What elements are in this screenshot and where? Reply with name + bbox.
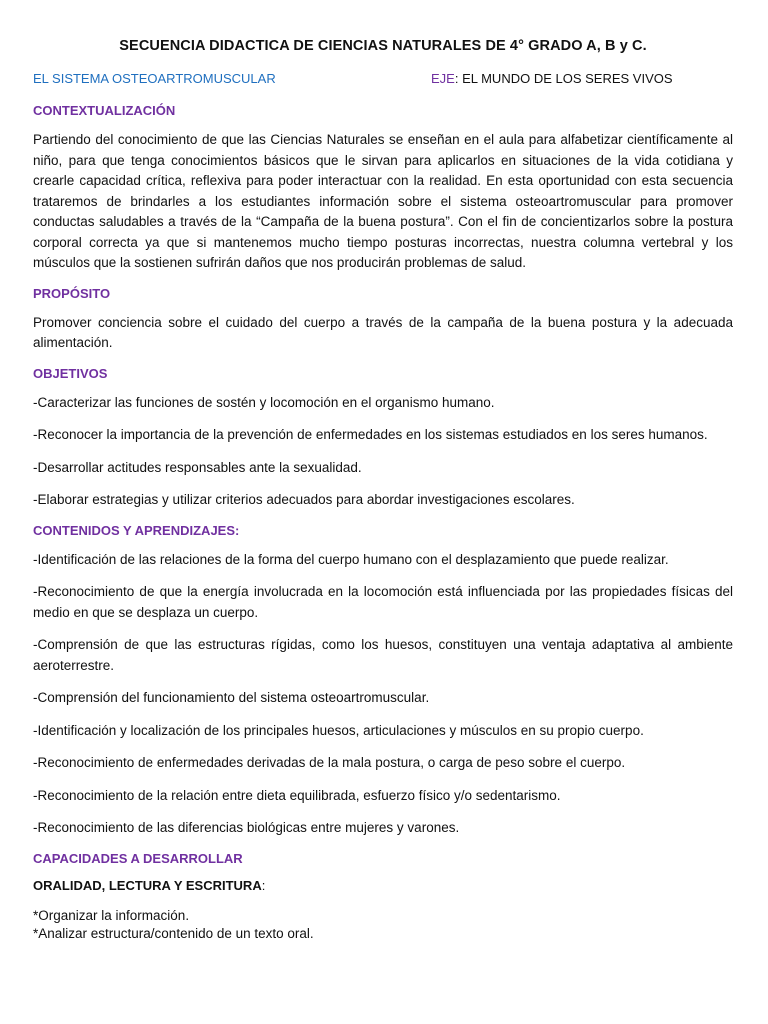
- topic-label: EL SISTEMA OSTEOARTROMUSCULAR: [33, 71, 276, 86]
- contextualizacion-text: Partiendo del conocimiento de que las Ciencias Naturales se enseñan en el aula para alfabetizar científicamente al niño, para que tenga conocimientos básicos que le sirvan para aplicarlos en situaciones de la vida cotidiana y crearle capacidad crítica, reflexiva para poder interactuar con la realidad. En esta oportunidad con esta secuencia trataremos de brindarles a los estudiantes información sobre el sistema osteoartromuscular para promover conductas saludables a través de la “Campaña de la buena postura”. Con el fin de concientizarlos sobre la postura corporal correcta ya que si mantenemos mucho tiempo posturas incorrectas, nuestra columna vertebral y los músculos que la sostienen sufrirán daños que nos producirán problemas de salud.: [33, 132, 733, 270]
- objetivo-item: -Desarrollar actitudes responsables ante la sexualidad.: [33, 459, 362, 475]
- contenidos-heading: CONTENIDOS Y APRENDIZAJES:: [33, 522, 240, 538]
- subheading-row: [33, 71, 733, 86]
- eje-label: EJE: [431, 71, 455, 86]
- capacidades-list: [33, 907, 733, 944]
- capacidades-subheading-text: ORALIDAD, LECTURA Y ESCRITURA: [33, 877, 262, 893]
- eje-line: [431, 71, 733, 86]
- contenido-item: -Reconocimiento de las diferencias biológicas entre mujeres y varones.: [33, 820, 460, 835]
- proposito-text: Promover conciencia sobre el cuidado del cuerpo a través de la campaña de la buena postura y la adecuada alimentación.: [33, 314, 733, 350]
- capacidad-item: *Analizar estructura/contenido de un texto oral.: [33, 926, 314, 941]
- contenido-item: -Reconocimiento de enfermedades derivadas de la mala postura, o carga de peso sobre el cuerpo.: [33, 755, 626, 770]
- objetivo-item: -Reconocer la importancia de la prevención de enfermedades en los sistemas estudiados en los seres humanos.: [33, 427, 708, 442]
- capacidad-item: *Organizar la información.: [33, 907, 190, 923]
- contextualizacion-heading: CONTEXTUALIZACIÓN: [33, 103, 176, 118]
- objetivos-heading: OBJETIVOS: [33, 365, 108, 381]
- contenido-item: -Reconocimiento de que la energía involucrada en la locomoción está influenciada por las propiedades físicas del medio en que se desplaza un cuerpo.: [33, 584, 733, 620]
- capacidades-subheading: [33, 878, 733, 893]
- contenido-item: -Comprensión del funcionamiento del sistema osteoartromuscular.: [33, 690, 430, 705]
- contenido-item: -Identificación de las relaciones de la forma del cuerpo humano con el desplazamiento que puede realizar.: [33, 551, 669, 567]
- capacidades-heading: CAPACIDADES A DESARROLLAR: [33, 850, 243, 866]
- capacidades-subheading-colon: :: [261, 877, 266, 893]
- contenido-item: -Comprensión de que las estructuras rígidas, como los huesos, constituyen una ventaja adaptativa al ambiente aeroterrestre.: [33, 637, 733, 673]
- proposito-heading: PROPÓSITO: [33, 285, 111, 301]
- objetivo-item: -Elaborar estrategias y utilizar criterios adecuados para abordar investigaciones escolares.: [33, 492, 575, 507]
- eje-value: : EL MUNDO DE LOS SERES VIVOS: [454, 71, 673, 86]
- document-title: SECUENCIA DIDACTICA DE CIENCIAS NATURALES DE 4° GRADO A, B y C.: [119, 38, 647, 54]
- contenido-item: -Identificación y localización de los principales huesos, articulaciones y músculos en su propio cuerpo.: [33, 722, 644, 738]
- contenido-item: -Reconocimiento de la relación entre dieta equilibrada, esfuerzo físico y/o sedentarismo.: [33, 787, 561, 803]
- objetivo-item: -Caracterizar las funciones de sostén y locomoción en el organismo humano.: [33, 394, 495, 410]
